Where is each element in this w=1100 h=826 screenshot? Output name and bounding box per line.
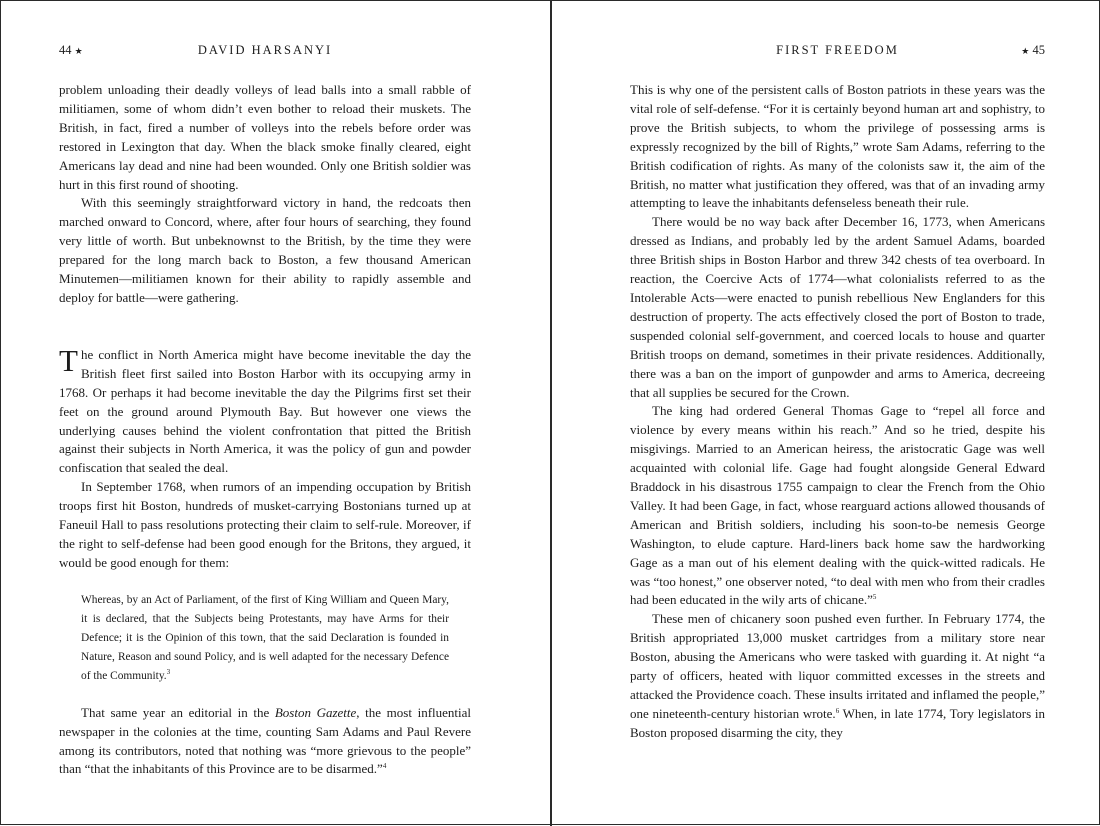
block-quote-text: Whereas, by an Act of Parliament, of the first of King William and Queen Mary, it is declared, that the Subjects being Protestants, may have Arms for their Defence; it is the Opinion of this town, that the said Declaration is founded in Nature, Reason and sound Policy, and is well adapted for the necessary Defence of the Community. bbox=[81, 593, 449, 682]
paragraph-with-dropcap bbox=[59, 342, 471, 478]
right-running-head-title: FIRST FREEDOM bbox=[776, 43, 899, 57]
paragraph bbox=[630, 610, 1045, 742]
paragraph-text: When, in late 1774, Tory legislators in Boston proposed disarming the city, they bbox=[630, 705, 1045, 740]
paragraph bbox=[59, 704, 471, 780]
paragraph: This is why one of the persistent calls of Boston patriots in these years was the vital role of self-defense. “For it is certainly beyond human art and sophistry, to prove the British subjects, to whom the privilege of possessing arms is expressly recognized by the bill of Rights,” wrote Sam Adams, referring to the British codification of rights. As many of the colonists saw it, the aim of the British, no matter what justification they offered, was that of an invading army attempting to leave the inhabitants defenseless beneath their rule. bbox=[630, 82, 1045, 211]
right-page-number-group bbox=[1021, 43, 1045, 58]
paragraph-text: These men of chicanery soon pushed even further. In February 1774, the British appropriated 13,000 musket cartridges from a military store near Boston, abusing the Americans who were tasked with guarding it. At night “a party of officers, heated with liquor committed excesses in the streets and attacked the Providence coach. These insults irritated and inflamed the people,” one nineteenth-century historian wrote. bbox=[630, 611, 1045, 721]
paragraph: problem unloading their deadly volleys of lead balls into a small rabble of militiamen, some of whom didn’t even bother to reload their muskets. The British, in fact, fired a number of volleys into the rebels before order was restored in Lexington that day. When the black smoke finally cleared, eight Americans lay dead and nine had been wounded. Only one British soldier was hurt in this first round of shooting. bbox=[59, 82, 471, 192]
paragraph bbox=[630, 402, 1045, 610]
paragraph-text: That same year an editorial in the bbox=[81, 704, 275, 720]
star-icon: ★ bbox=[74, 46, 83, 56]
drop-cap: T bbox=[59, 342, 78, 378]
block-quote bbox=[81, 591, 449, 686]
right-page-body bbox=[630, 81, 1045, 743]
star-icon: ★ bbox=[1021, 46, 1030, 56]
footnote-ref: 3 bbox=[166, 667, 171, 676]
paragraph-text: The king had ordered General Thomas Gage to “repel all force and violence by every means within his reach.” And so he tried, despite his misgivings. Married to an American heiress, the aristocratic Gage was well acquainted with colonial life. Gage had fought alongside General Edward Braddock in his disastrous 1755 campaign to clear the French from the Ohio Valley. It had been Gage, in fact, whose rearguard actions allowed thousands of American and British soldiers, including his soon-to-be nemesis George Washington, to elude capture. Hard-liners back home saw the hardworking Gage as a man out of his element dealing with the quick-witted radicals. He was “too honest,” one observer noted, “to deal with men who from their cradles had been educated in the wily arts of chicane.” bbox=[630, 403, 1045, 608]
paragraph-text: he conflict in North America might have become inevitable the day the British fleet first sailed into Boston Harbor with its occupying army in 1768. Or perhaps it had become inevitable the day the Pilgrims first set their feet on the ground around Plymouth Bay. But however one views the underlying causes behind the violent confrontation that pitted the British against their subjects in North America, it was the policy of gun and powder confiscation that sealed the deal. bbox=[59, 346, 471, 476]
left-page-body bbox=[59, 81, 471, 779]
footnote-ref: 5 bbox=[872, 593, 877, 602]
left-page bbox=[1, 1, 550, 826]
right-page bbox=[552, 1, 1100, 826]
right-running-header bbox=[630, 43, 1045, 59]
paragraph: With this seemingly straightforward victory in hand, the redcoats then marched onward to Concord, where, after four hours of searching, they found very little of worth. But unbeknownst to the British, by the time they were prepared for the long march back to Boston, a few thousand American Minutemen—militiamen known for their ability to rapidly assemble and deploy for battle—were gathering. bbox=[59, 195, 471, 305]
paragraph-text: , the most influential newspaper in the colonies at the time, counting Sam Adams and Paul Revere among its contributors, noted that nothing was “more grievous to the people” than “that the inhabitants of this Province are to be disarmed.” bbox=[59, 704, 472, 777]
left-running-header bbox=[59, 43, 471, 59]
paragraph: There would be no way back after December 16, 1773, when Americans dressed as Indians, and probably led by the ardent Samuel Adams, boarded three British ships in Boston Harbor and threw 342 chests of tea overboard. In reaction, the Coercive Acts of 1774—what colonialists referred to as the Intolerable Acts—were enacted to punish rebellious New Englanders for this destruction of property. The acts effectively closed the port of Boston to trade, suspended colonial self-government, and coerced locals to house and quarter British troops on demand, sometimes in their private residences. Additionally, there was a ban on the import of gunpowder and arms to America, decreeing that all supplies be secured for the Crown. bbox=[630, 214, 1045, 400]
paragraph: In September 1768, when rumors of an impending occupation by British troops first hit Boston, hundreds of musket-carrying Bostonians turned up at Faneuil Hall to pass resolutions protecting their claim to self-rule. Moreover, if the right to self-defense had been good enough for the Britons, they argued, it would be good enough for them: bbox=[59, 479, 471, 570]
footnote-ref: 4 bbox=[382, 762, 387, 771]
right-page-number: 45 bbox=[1032, 43, 1045, 57]
publication-title: Boston Gazette bbox=[274, 704, 357, 720]
section-break bbox=[59, 308, 471, 346]
footnote-ref: 6 bbox=[835, 706, 840, 715]
left-page-number: 44 bbox=[59, 43, 72, 57]
left-running-head-title: DAVID HARSANYI bbox=[197, 43, 333, 57]
